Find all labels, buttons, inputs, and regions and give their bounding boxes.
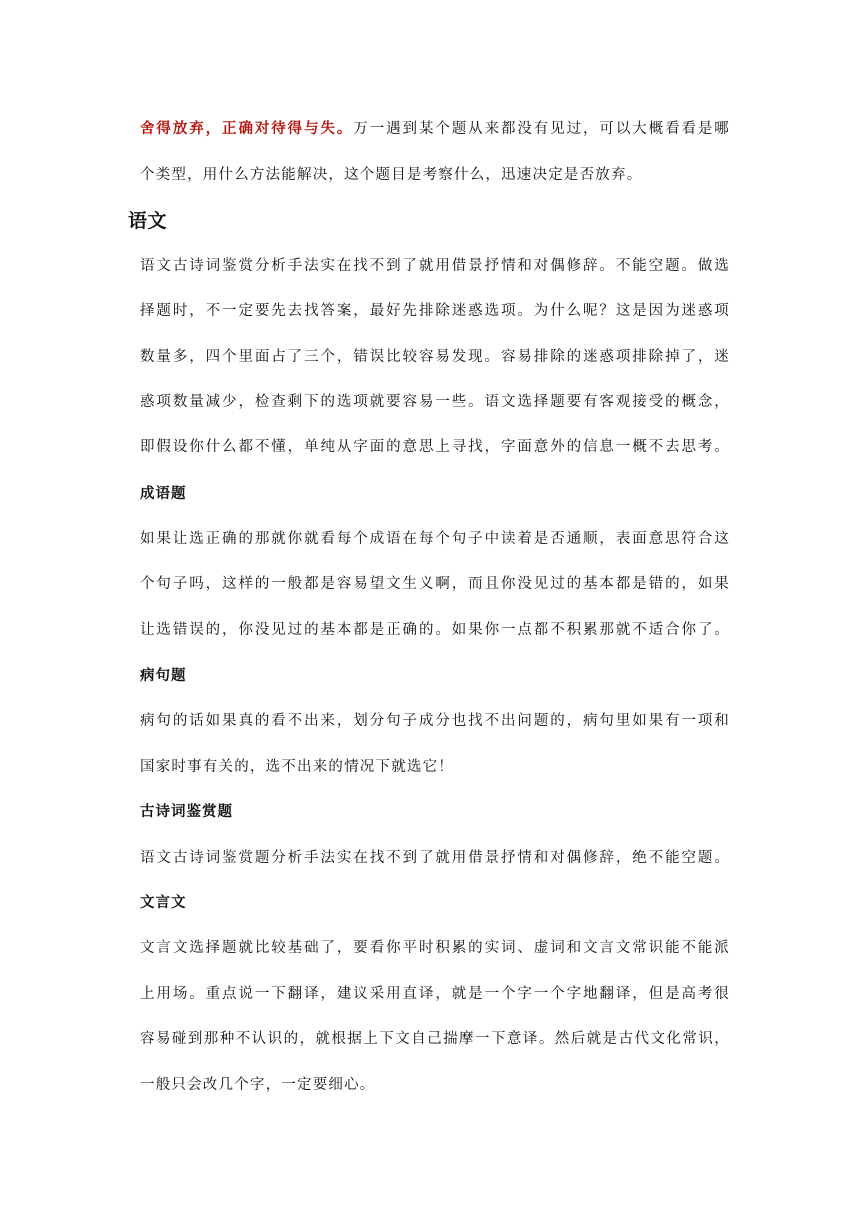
intro-line-1-rest: 万一遇到某个题从来都没有见过，可以大概看看是哪 xyxy=(353,121,730,137)
paragraph-line: 语文古诗词鉴赏分析手法实在找不到了就用借景抒情和对偶修辞。不能空题。做选 xyxy=(140,258,730,274)
paragraph-line: 如果让选正确的那就你就看每个成语在每个句子中读着是否通顺，表面意思符合这 xyxy=(140,531,730,547)
paragraph-line: 上用场。重点说一下翻译，建议采用直译，就是一个字一个字地翻译，但是高考很 xyxy=(140,986,730,1002)
paragraph-line: 容易碰到那种不认识的，就根据上下文自己揣摩一下意译。然后就是古代文化常识， xyxy=(140,1031,730,1047)
section-title: 语文 xyxy=(128,210,168,232)
paragraph-line: 即假设你什么都不懂，单纯从字面的意思上寻找，字面意外的信息一概不去思考。 xyxy=(140,439,730,455)
heading-idioms: 成语题 xyxy=(140,486,187,502)
paragraph-line: 数量多，四个里面占了三个，错误比较容易发现。容易排除的迷惑项排除掉了，迷 xyxy=(140,349,730,365)
paragraph-line: 病句的话如果真的看不出来，划分句子成分也找不出问题的，病句里如果有一项和 xyxy=(140,713,730,729)
paragraph-line: 一般只会改几个字，一定要细心。 xyxy=(140,1077,376,1093)
intro-line-1 xyxy=(140,119,730,139)
emphasis-text: 舍得放弃，正确对待得与失。 xyxy=(140,121,354,137)
paragraph-line: 国家时事有关的，选不出来的情况下就选它！ xyxy=(140,759,454,775)
heading-poetry: 古诗词鉴赏题 xyxy=(140,804,233,820)
paragraph-line: 让选错误的，你没见过的基本都是正确的。如果你一点都不积累那就不适合你了。 xyxy=(140,622,730,638)
paragraph-line: 文言文选择题就比较基础了，要看你平时积累的实词、虚词和文言文常识能不能派 xyxy=(140,940,730,956)
paragraph-line: 惑项数量减少，检查剩下的选项就要容易一些。语文选择题要有客观接受的概念， xyxy=(140,394,730,410)
paragraph-line: 语文古诗词鉴赏题分析手法实在找不到了就用借景抒情和对偶修辞，绝不能空题。 xyxy=(140,850,730,866)
heading-classical: 文言文 xyxy=(140,895,187,911)
intro-line-2: 个类型，用什么方法能解决，这个题目是考察什么，迅速决定是否放弃。 xyxy=(140,167,643,183)
paragraph-line: 择题时，不一定要先去找答案，最好先排除迷惑选项。为什么呢？这是因为迷惑项 xyxy=(140,303,730,319)
paragraph-line: 个句子吗，这样的一般都是容易望文生义啊，而且你没见过的基本都是错的，如果 xyxy=(140,576,730,592)
heading-sick-sentences: 病句题 xyxy=(140,668,187,684)
